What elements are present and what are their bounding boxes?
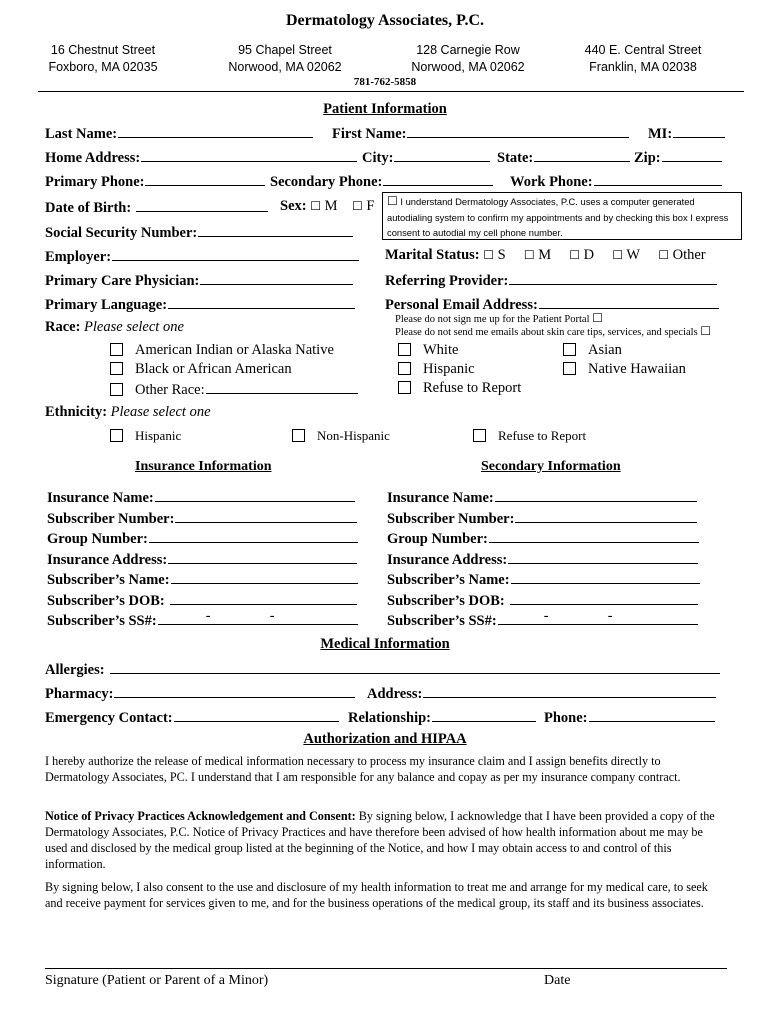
work-phone-label: Work Phone: <box>510 174 593 190</box>
marital-option-label: M <box>538 247 552 263</box>
marital-option-label: Other <box>672 247 706 263</box>
language-line[interactable] <box>168 295 355 309</box>
sec-ins-group-number-label: Group Number: <box>387 531 488 547</box>
consent-paragraph: By signing below, I also consent to the use and disclosure of my health information to treat me and arrange for my medical care, to seek and receive payment for services given to me, and for the business operations of the medical group, its staff and its business associates. <box>45 880 708 910</box>
ins-subscriber-dob-field[interactable] <box>47 591 357 610</box>
language-field[interactable] <box>45 295 355 314</box>
ssn-field[interactable] <box>45 223 353 242</box>
checkbox-icon <box>110 362 123 375</box>
sec-ins-name-label: Insurance Name: <box>387 490 494 506</box>
race-option-label: Hispanic <box>423 361 475 377</box>
emergency-contact-label: Emergency Contact: <box>45 710 173 726</box>
ins-address-label: Insurance Address: <box>47 552 168 568</box>
authorization-heading: Authorization and HIPAA <box>303 731 467 747</box>
referring-provider-label: Referring Provider: <box>385 273 509 289</box>
marital-status-field[interactable] <box>385 247 706 264</box>
city-line[interactable] <box>394 148 490 162</box>
secondary-phone-field[interactable] <box>270 172 493 191</box>
primary-phone-line[interactable] <box>145 172 265 186</box>
ins-subscriber-name-label: Subscriber’s Name: <box>47 572 170 588</box>
allergies-field[interactable] <box>45 660 720 679</box>
sec-ins-subscriber-name-line[interactable] <box>511 570 700 584</box>
ethnicity-option-hispanic[interactable] <box>110 428 181 444</box>
state-line[interactable] <box>534 148 630 162</box>
race-option-other[interactable] <box>110 380 358 399</box>
marital-w-option[interactable] <box>612 247 640 263</box>
privacy-notice-title: Notice of Privacy Practices Acknowledgement and Consent: <box>45 809 356 823</box>
sec-ins-subscriber-ss-field[interactable] <box>387 608 698 630</box>
ethnicity-option-label: Non-Hispanic <box>317 428 390 443</box>
ss-dash: - <box>543 608 549 624</box>
sec-ins-subscriber-dob-label: Subscriber’s DOB: <box>387 593 505 609</box>
sec-ins-subscriber-name-field[interactable] <box>387 570 700 589</box>
header-divider <box>38 91 744 92</box>
checkbox-icon <box>292 429 305 442</box>
city-field[interactable] <box>362 148 490 167</box>
sex-m-option[interactable] <box>310 198 337 214</box>
zip-field[interactable] <box>634 148 722 167</box>
email-line[interactable] <box>539 295 719 309</box>
ins-subscriber-name-field[interactable] <box>47 570 358 589</box>
office-street: 16 Chestnut Street <box>50 43 156 57</box>
signature-label: Signature (Patient or Parent of a Minor) <box>45 973 269 988</box>
race-label: Race: <box>45 319 81 335</box>
email-label: Personal Email Address: <box>385 297 538 313</box>
ins-name-label: Insurance Name: <box>47 490 154 506</box>
checkbox-icon <box>563 343 576 356</box>
sec-ins-subscriber-name-label: Subscriber’s Name: <box>387 572 510 588</box>
sec-ins-subscriber-number-line[interactable] <box>515 509 697 523</box>
checkbox-icon <box>398 362 411 375</box>
checkbox-icon <box>398 343 411 356</box>
ethnicity-label-row <box>45 404 211 421</box>
secondary-phone-line[interactable] <box>383 172 493 186</box>
marital-other-option[interactable] <box>658 247 705 263</box>
pharmacy-address-line[interactable] <box>423 684 716 698</box>
dob-line[interactable] <box>136 198 268 212</box>
referring-provider-line[interactable] <box>509 271 717 285</box>
checkbox-icon: ☐ <box>592 311 603 325</box>
checkbox-icon <box>110 343 123 356</box>
emergency-contact-field[interactable] <box>45 708 339 727</box>
signature-line[interactable] <box>45 968 727 969</box>
sec-ins-name-line[interactable] <box>495 488 697 502</box>
office-street: 128 Carnegie Row <box>416 43 520 57</box>
ins-subscriber-dob-label: Subscriber’s DOB: <box>47 593 165 609</box>
pharmacy-field[interactable] <box>45 684 355 703</box>
marital-option-label: D <box>583 247 595 263</box>
ins-name-line[interactable] <box>155 488 355 502</box>
last-name-field[interactable] <box>45 124 313 143</box>
email-optout[interactable] <box>395 324 711 339</box>
sec-ins-group-number-line[interactable] <box>489 529 699 543</box>
ins-subscriber-name-line[interactable] <box>171 570 358 584</box>
checkbox-icon: ☐ <box>310 199 321 213</box>
ins-address-line[interactable] <box>168 550 357 564</box>
checkbox-icon <box>563 362 576 375</box>
employer-line[interactable] <box>112 247 359 261</box>
insurance-info-heading: Insurance Information <box>135 459 272 474</box>
pharmacy-label: Pharmacy: <box>45 686 114 702</box>
ethnicity-option-label: Hispanic <box>135 428 182 443</box>
dob-label: Date of Birth: <box>45 200 132 216</box>
language-label: Primary Language: <box>45 297 168 313</box>
dob-field[interactable] <box>45 198 268 217</box>
sec-ins-address-field[interactable] <box>387 550 698 569</box>
race-option-label: Refuse to Report <box>423 380 522 396</box>
emergency-contact-line[interactable] <box>174 708 339 722</box>
ethnicity-option-label: Refuse to Report <box>498 428 587 443</box>
sex-field[interactable] <box>280 198 374 215</box>
home-address-field[interactable] <box>45 148 357 167</box>
medical-info-heading: Medical Information <box>320 636 450 652</box>
ins-subscriber-number-label: Subscriber Number: <box>47 511 175 527</box>
marital-m-option[interactable] <box>524 247 551 263</box>
sex-f-option[interactable] <box>352 198 374 214</box>
ins-group-number-field[interactable] <box>47 529 358 548</box>
zip-line[interactable] <box>662 148 722 162</box>
office-address-3 <box>398 42 538 76</box>
ins-subscriber-number-line[interactable] <box>175 509 357 523</box>
sex-m-label: M <box>324 198 338 214</box>
sec-ins-subscriber-number-label: Subscriber Number: <box>387 511 515 527</box>
ethnicity-hint: Please select one <box>110 404 211 420</box>
work-phone-field[interactable] <box>510 172 722 191</box>
pharmacy-address-field[interactable] <box>367 684 716 703</box>
first-name-label: First Name: <box>332 126 407 142</box>
office-city: Norwood, MA 02062 <box>411 60 525 74</box>
ins-name-field[interactable] <box>47 488 355 507</box>
employer-label: Employer: <box>45 249 112 265</box>
checkbox-icon: ☐ <box>569 248 581 262</box>
office-address-4 <box>573 42 713 76</box>
sec-ins-subscriber-dob-line[interactable] <box>510 591 698 605</box>
race-option-native-hawaiian[interactable] <box>563 361 686 378</box>
ss-dash: - <box>205 608 211 624</box>
race-option-label: Native Hawaiian <box>588 361 686 377</box>
checkbox-icon: ☐ <box>700 324 712 338</box>
ssn-line[interactable] <box>198 223 353 237</box>
sec-ins-subscriber-number-field[interactable] <box>387 509 697 528</box>
ethnicity-option-non-hispanic[interactable] <box>292 428 390 444</box>
state-field[interactable] <box>497 148 630 167</box>
race-option-label: White <box>423 342 459 358</box>
marital-option-label: S <box>497 247 506 263</box>
mi-label: MI: <box>648 126 673 142</box>
ins-subscriber-number-field[interactable] <box>47 509 357 528</box>
race-option-label: Asian <box>588 342 622 358</box>
home-address-label: Home Address: <box>45 150 141 166</box>
state-label: State: <box>497 150 534 166</box>
relationship-line[interactable] <box>432 708 536 722</box>
ins-subscriber-ss-field[interactable] <box>47 608 358 630</box>
ins-address-field[interactable] <box>47 550 357 569</box>
sex-f-label: F <box>366 198 375 214</box>
ssn-label: Social Security Number: <box>45 225 198 241</box>
pharmacy-address-label: Address: <box>367 686 423 702</box>
pcp-line[interactable] <box>200 271 353 285</box>
marital-d-option[interactable] <box>569 247 594 263</box>
privacy-notice-text: By signing below, I acknowledge that I have been provided a copy of the Dermatology Associates, P.C. Notice of Privacy Practices and have therefore been advised of how health information about me may be used and disclosed by the medical group listed at the beginning of the Notice, and how I may obtain access to and control of this information. <box>45 809 715 871</box>
ss-dash: - <box>607 608 613 624</box>
ins-subscriber-ss-label: Subscriber’s SS#: <box>47 613 157 629</box>
race-option-hispanic[interactable] <box>398 361 475 378</box>
ins-subscriber-dob-line[interactable] <box>170 591 357 605</box>
checkbox-icon: ☐ <box>483 248 495 262</box>
relationship-label: Relationship: <box>348 710 431 726</box>
emergency-phone-label: Phone: <box>544 710 588 726</box>
race-label-row <box>45 319 184 336</box>
ethnicity-option-refuse[interactable] <box>473 428 586 444</box>
office-city: Foxboro, MA 02035 <box>48 60 158 74</box>
mi-field[interactable] <box>648 124 725 143</box>
home-address-line[interactable] <box>141 148 357 162</box>
allergies-line[interactable] <box>110 660 720 674</box>
office-city: Franklin, MA 02038 <box>589 60 697 74</box>
race-option-white[interactable] <box>398 342 458 359</box>
checkbox-icon: ☐ <box>523 248 535 262</box>
checkbox-icon: ☐ <box>612 248 624 262</box>
pcp-label: Primary Care Physician: <box>45 273 200 289</box>
pcp-field[interactable] <box>45 271 353 290</box>
ins-group-number-label: Group Number: <box>47 531 148 547</box>
office-street: 440 E. Central Street <box>584 43 702 57</box>
portal-optout-label: Please do not sign me up for the Patient Portal <box>395 314 590 325</box>
office-address-1 <box>33 42 173 76</box>
city-label: City: <box>362 150 394 166</box>
other-race-line[interactable] <box>206 380 358 394</box>
allergies-label: Allergies: <box>45 662 105 678</box>
race-option-black[interactable] <box>110 361 292 378</box>
race-option-label: American Indian or Alaska Native <box>135 342 334 358</box>
ethnicity-label: Ethnicity: <box>45 404 108 420</box>
checkbox-icon: ☐ <box>658 248 669 262</box>
secondary-info-heading: Secondary Information <box>481 459 621 474</box>
secondary-phone-label: Secondary Phone: <box>270 174 383 190</box>
patient-info-heading: Patient Information <box>323 101 447 117</box>
privacy-notice-paragraph <box>45 808 725 872</box>
sec-ins-address-line[interactable] <box>508 550 698 564</box>
date-label: Date <box>544 973 571 988</box>
marital-status-label: Marital Status: <box>385 247 480 263</box>
mi-line[interactable] <box>673 124 725 138</box>
race-option-refuse[interactable] <box>398 380 521 397</box>
relationship-field[interactable] <box>348 708 536 727</box>
employer-field[interactable] <box>45 247 359 266</box>
sec-ins-group-number-field[interactable] <box>387 529 699 548</box>
referring-provider-field[interactable] <box>385 271 717 290</box>
race-option-label: Black or African American <box>135 361 292 377</box>
marital-option-label: W <box>626 247 641 263</box>
last-name-label: Last Name: <box>45 126 118 142</box>
marital-s-option[interactable] <box>483 247 505 263</box>
autodial-consent-box[interactable] <box>382 192 742 240</box>
practice-phone: 781-762-5858 <box>353 76 417 88</box>
pharmacy-line[interactable] <box>114 684 355 698</box>
first-name-field[interactable] <box>332 124 629 143</box>
checkbox-icon: ☐ <box>352 199 363 213</box>
primary-phone-label: Primary Phone: <box>45 174 145 190</box>
checkbox-icon <box>110 429 123 442</box>
race-option-asian[interactable] <box>563 342 622 359</box>
primary-phone-field[interactable] <box>45 172 265 191</box>
office-street: 95 Chapel Street <box>238 43 332 57</box>
email-optout-label: Please do not send me emails about skin care tips, services, and specials <box>395 327 698 338</box>
sec-ins-subscriber-ss-line[interactable] <box>498 608 698 625</box>
sec-ins-subscriber-ss-label: Subscriber’s SS#: <box>387 613 497 629</box>
emergency-phone-field[interactable] <box>544 708 715 727</box>
ins-subscriber-ss-line[interactable] <box>158 608 358 625</box>
checkbox-icon <box>110 383 123 396</box>
authorization-paragraph: I hereby authorize the release of medical information necessary to process my insurance claim and I assign benefits directly to Dermatology Associates, PC. I understand that I am responsible for any balance and copay as per my insurance company contract. <box>45 754 681 784</box>
sex-label: Sex: <box>280 198 307 214</box>
sec-ins-name-field[interactable] <box>387 488 697 507</box>
zip-label: Zip: <box>634 150 661 166</box>
checkbox-icon <box>473 429 486 442</box>
checkbox-icon: ☐ <box>387 194 398 208</box>
ins-group-number-line[interactable] <box>149 529 358 543</box>
office-address-2 <box>215 42 355 76</box>
race-option-label: Other Race: <box>135 382 205 398</box>
race-hint: Please select one <box>84 319 184 335</box>
ss-dash: - <box>269 608 275 624</box>
first-name-line[interactable] <box>407 124 629 138</box>
sec-ins-address-label: Insurance Address: <box>387 552 508 568</box>
practice-title: Dermatology Associates, P.C. <box>285 12 485 29</box>
checkbox-icon <box>398 381 411 394</box>
emergency-phone-line[interactable] <box>589 708 715 722</box>
sec-ins-subscriber-dob-field[interactable] <box>387 591 698 610</box>
autodial-consent-text: I understand Dermatology Associates, P.C. uses a computer generated autodialing system to confirm my appointments and by checking this box I express consent to autodial my cell phone number. <box>387 196 729 238</box>
last-name-line[interactable] <box>118 124 313 138</box>
office-city: Norwood, MA 02062 <box>228 60 342 74</box>
race-option-american-indian[interactable] <box>110 342 334 359</box>
work-phone-line[interactable] <box>594 172 722 186</box>
